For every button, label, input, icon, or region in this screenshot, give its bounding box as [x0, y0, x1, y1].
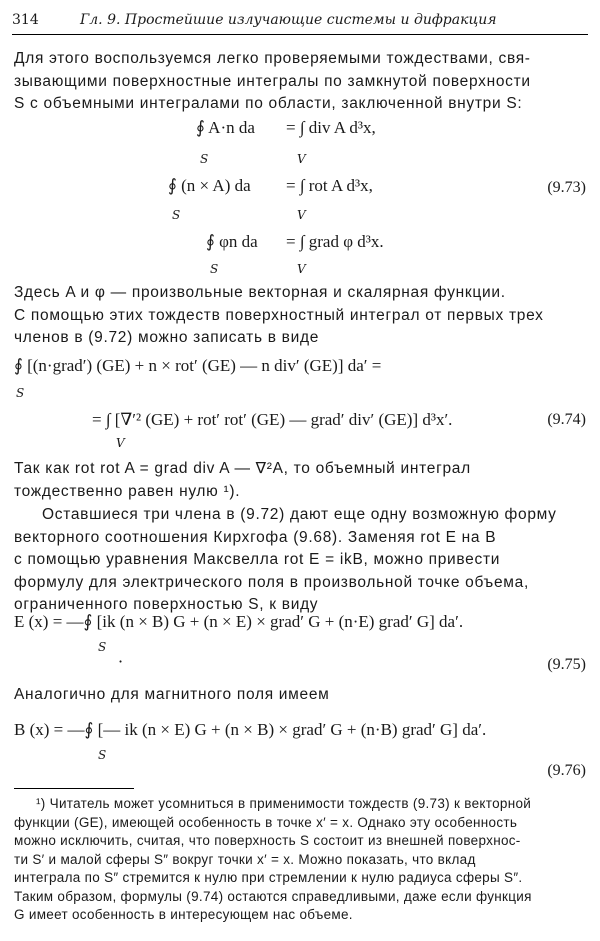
eq-line2: = ∫ [∇′² (GE) + rot′ rot′ (GE) — grad′ div′ (GE)] d³x′.	[92, 410, 453, 429]
equation-number: (9.75)	[547, 656, 586, 673]
text-line: Так как rot rot A = grad div A — ∇²A, то объемный интеграл	[14, 460, 471, 477]
eq-line2-lhs: ∮ (n × A) da	[168, 176, 251, 195]
eq-sub-s: S	[98, 748, 107, 762]
text-line: тождественно равен нулю ¹).	[14, 482, 241, 500]
eq-sub-v: V	[297, 262, 306, 276]
eq-line3-lhs: ∮ φn da	[206, 232, 258, 251]
text-line: векторного соотношения Кирхгофа (9.68). Заменяя rot E на B	[14, 528, 497, 546]
eq-sub-v: V	[116, 436, 125, 450]
paragraph-rotrot	[14, 458, 588, 503]
paragraph-kirchhoff	[14, 504, 588, 617]
footnote-line: G имеет особенность в интересующем нас объеме.	[14, 907, 353, 922]
eq-line1: ∮ [(n·grad′) (GE) + n × rot′ (GE) — n div′ (GE)] da′ =	[14, 356, 382, 375]
eq-sub-v: V	[297, 152, 306, 166]
footnote-divider	[14, 788, 134, 789]
text-line: ограниченного поверхностью S, к виду	[14, 596, 319, 613]
footnote-line: ¹) Читатель может усомниться в применимости тождеств (9.73) к векторной	[36, 796, 532, 811]
eq-sub-v: V	[297, 208, 306, 222]
text-line: Для этого воспользуемся легко проверяемыми тождествами, свя-	[14, 50, 531, 67]
eq-line2-rhs: = ∫ rot A d³x,	[286, 176, 373, 195]
text-line: S с объемными интегралами по области, заключенной внутри S:	[14, 95, 523, 112]
eq-magnetic-field: B (x) = —∮ [— ik (n × E) G + (n × B) × grad′ G + (n·B) grad′ G] da′.	[14, 720, 487, 739]
footnote-line: можно исключить, считая, что поверхность S состоит из внешней поверхнос-	[14, 833, 521, 848]
paragraph-identities	[14, 282, 588, 350]
text-line: Аналогично для магнитного поля имеем	[14, 686, 330, 703]
running-header	[12, 12, 588, 35]
eq-line3-rhs: = ∫ grad φ d³x.	[286, 232, 384, 251]
footnote-line: функции (GE), имеющей особенность в точке x′ = x. Однако эту особенность	[14, 814, 518, 830]
equation-number: (9.73)	[547, 179, 586, 196]
text-line: Здесь A и φ — произвольные векторная и скалярная функции.	[14, 284, 506, 301]
paragraph-magnetic	[14, 684, 588, 707]
equation-number: (9.74)	[547, 411, 586, 428]
eq-line1-lhs: ∮ A·n da	[196, 118, 255, 137]
paragraph-intro	[14, 48, 588, 116]
eq-sub-s: S	[172, 208, 181, 222]
equation-number: (9.76)	[547, 762, 586, 779]
eq-sub-s: S	[210, 262, 219, 276]
text-line: с помощью уравнения Максвелла rot E = ikB, можно привести	[14, 551, 501, 568]
page-number: 314	[12, 12, 39, 28]
text-line: зывающими поверхностные интегралы по замкнутой поверхности	[14, 72, 531, 90]
eq-line1-rhs: = ∫ div A d³x,	[286, 118, 376, 137]
text-line: формулу для электрического поля в произвольной точке объема,	[14, 573, 529, 591]
footnote-line: ти S′ и малой сферы S″ вокруг точки x′ = x. Можно показать, что вклад	[14, 851, 476, 867]
eq-electric-field: E (x) = —∮ [ik (n × B) G + (n × E) × grad′ G + (n·E) grad′ G] da′.	[14, 612, 464, 631]
footnote	[14, 795, 588, 925]
chapter-title: Гл. 9. Простейшие излучающие системы и дифракция	[80, 12, 497, 28]
text-line: Оставшиеся три члена в (9.72) дают еще одну возможную форму	[42, 506, 557, 523]
text-line: членов в (9.72) можно записать в виде	[14, 329, 320, 346]
footnote-line: Таким образом, формулы (9.74) остаются справедливыми, даже если функция	[14, 888, 532, 904]
eq-sub-s: S	[200, 152, 209, 166]
eq-sub-s: S	[98, 640, 107, 654]
footnote-line: интеграла по S″ стремится к нулю при стремлении к нулю радиуса сферы S″.	[14, 870, 523, 885]
stray-dot: ·	[118, 652, 124, 671]
eq-sub-s: S	[16, 386, 25, 400]
text-line: С помощью этих тождеств поверхностный интеграл от первых трех	[14, 306, 544, 324]
